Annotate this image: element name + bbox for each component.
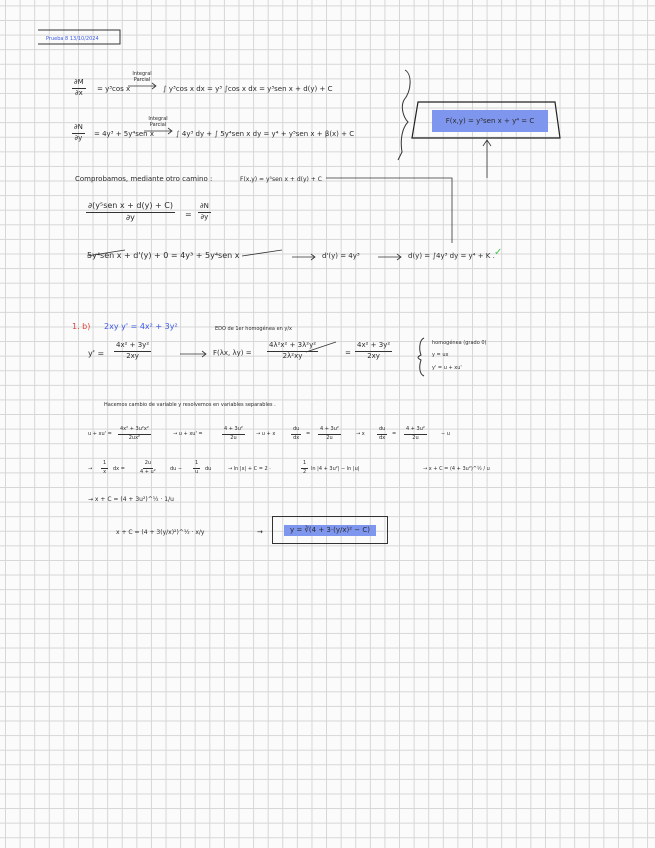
row2-term-c: du — [205, 466, 212, 472]
line1-result: ∫ y³cos x dx = y³ ∫cos x dx = y³sen x + d(y) + C — [163, 85, 333, 93]
method-text: Hacemos cambio de variable y resolvemos en variables separables . — [104, 402, 276, 408]
row1-eq-1: = — [306, 431, 311, 437]
row1-term-c: → u + x — [256, 431, 276, 437]
row3: → x + C = (4 + 3u²)^½ · 1/u — [88, 496, 174, 503]
row2-frac-4: $\frac{1}{2}$ — [303, 460, 307, 475]
F-eq: = — [345, 349, 351, 357]
row1-frac-6: $\frac{\text{4 + 3u²}}{2u}$ — [406, 426, 425, 441]
check-line-2: d'(y) = 4y³ — [322, 252, 360, 260]
row2-frac-2: $\frac{2u}{\text{4 + u²}}$ — [140, 460, 156, 475]
line1-arrow-label: Integral Parcial — [132, 71, 152, 83]
brace-item-derivative: y' = u + xu' — [432, 365, 462, 371]
part-b-equation: 2xy y' = 4x² + 3y² — [104, 322, 178, 331]
row1-term-b: → u + xu' = — [173, 431, 203, 437]
part-b-note: EDO de 1er homogénea en y/x — [215, 326, 293, 332]
row2-term-d: → ln |x| + C = 2 · — [228, 466, 271, 472]
row2-term-e: ln |4 + 3u²| − ln |u| — [311, 466, 360, 472]
final-result: y = ∛(4 + 3·(y/x)² − C) — [272, 516, 388, 544]
boxed-result: F(x,y) = y⁵sen x + y⁴ = C — [432, 110, 548, 132]
brace-item-homogeneous: homogénea (grado 0) — [432, 340, 487, 346]
row2-frac-3: $\frac{1}{u}$ — [195, 460, 199, 475]
yprime-fraction: $\frac{\text{4x² + 3y²}}{2xy}$ — [116, 341, 150, 360]
F-lambda-fraction: $\frac{\text{4λ²x² + 3λ²y²}}{\text{2λ²xy}}$ — [269, 341, 317, 360]
row1-frac-4: $\frac{\text{4 + 3u²}}{2u}$ — [320, 426, 339, 441]
line2-arrow-label: Integral Parcial — [148, 116, 168, 128]
part-b-label: 1. b) — [72, 322, 91, 331]
check-F: F(x,y) = y⁵sen x + d(y) + C — [240, 176, 322, 183]
row1-term-d: → x — [356, 431, 365, 437]
row2-term-b: du − — [170, 466, 183, 472]
row1-term-a: u + xu' = — [88, 431, 112, 437]
F-simplified-fraction: $\frac{\text{4x² + 3y²}}{2xy}$ — [357, 341, 391, 360]
row1-frac-3: $\frac{du}{dx}$ — [293, 426, 300, 441]
yprime-lhs: y' = — [88, 349, 105, 358]
row2-term-a: dx = — [113, 466, 125, 472]
brace-item-substitution: y = ux — [432, 352, 449, 358]
row2-term-f: → x + C = (4 + 3u²)^½ / u — [423, 466, 490, 472]
row4-arrow: → — [257, 528, 263, 536]
dm-dx-fraction: $\frac{\partial M}{\partial x}$ — [74, 78, 84, 97]
row1-frac-2: $\frac{\text{4 + 3u²}}{2u}$ — [224, 426, 243, 441]
row1-eq-2: = — [392, 431, 397, 437]
line2-result: ∫ 4y³ dy + ∫ 5y⁴sen x dy = y⁴ + y⁵sen x + β(x) + C — [176, 130, 355, 138]
F-expr: F(λx, λy) = — [213, 349, 252, 357]
check-line-3: d(y) = ∫4y³ dy = y⁴ + K . — [408, 252, 495, 260]
check-line: 5y⁴sen x + d'(y) + 0 = 4y³ + 5y⁴sen x — [87, 251, 240, 260]
check-partial-fraction: ∂(y⁵sen x + d(y) + C) ∂y — [88, 201, 173, 222]
row1-term-e: − u — [441, 431, 450, 437]
row2-arrow: → — [88, 466, 93, 472]
header-label: Prueba 8 13/10/2024 — [46, 36, 99, 42]
row2-frac-1: $\frac{1}{x}$ — [103, 460, 107, 475]
line2-rhs: = 4y³ + 5y⁴sen x — [94, 130, 154, 138]
check-frac-eq: = — [185, 210, 192, 219]
check-intro: Comprobamos, mediante otro camino : — [75, 175, 213, 183]
line1-rhs: = y³cos x — [97, 85, 131, 93]
check-mark: ✓ — [494, 247, 503, 258]
row1-frac-1: $\frac{\text{4x² + 3u²x²}}{\text{2ux²}}$ — [120, 426, 149, 441]
dn-dy-fraction: $\frac{\partial N}{\partial y}$ — [74, 123, 83, 142]
check-frac-rhs: $\frac{\partial N}{\partial y}$ — [200, 202, 209, 221]
row1-frac-5: $\frac{du}{dx}$ — [379, 426, 386, 441]
row4-lhs: x + C = (4 + 3(y/x)²)^½ · x/y — [116, 529, 205, 536]
